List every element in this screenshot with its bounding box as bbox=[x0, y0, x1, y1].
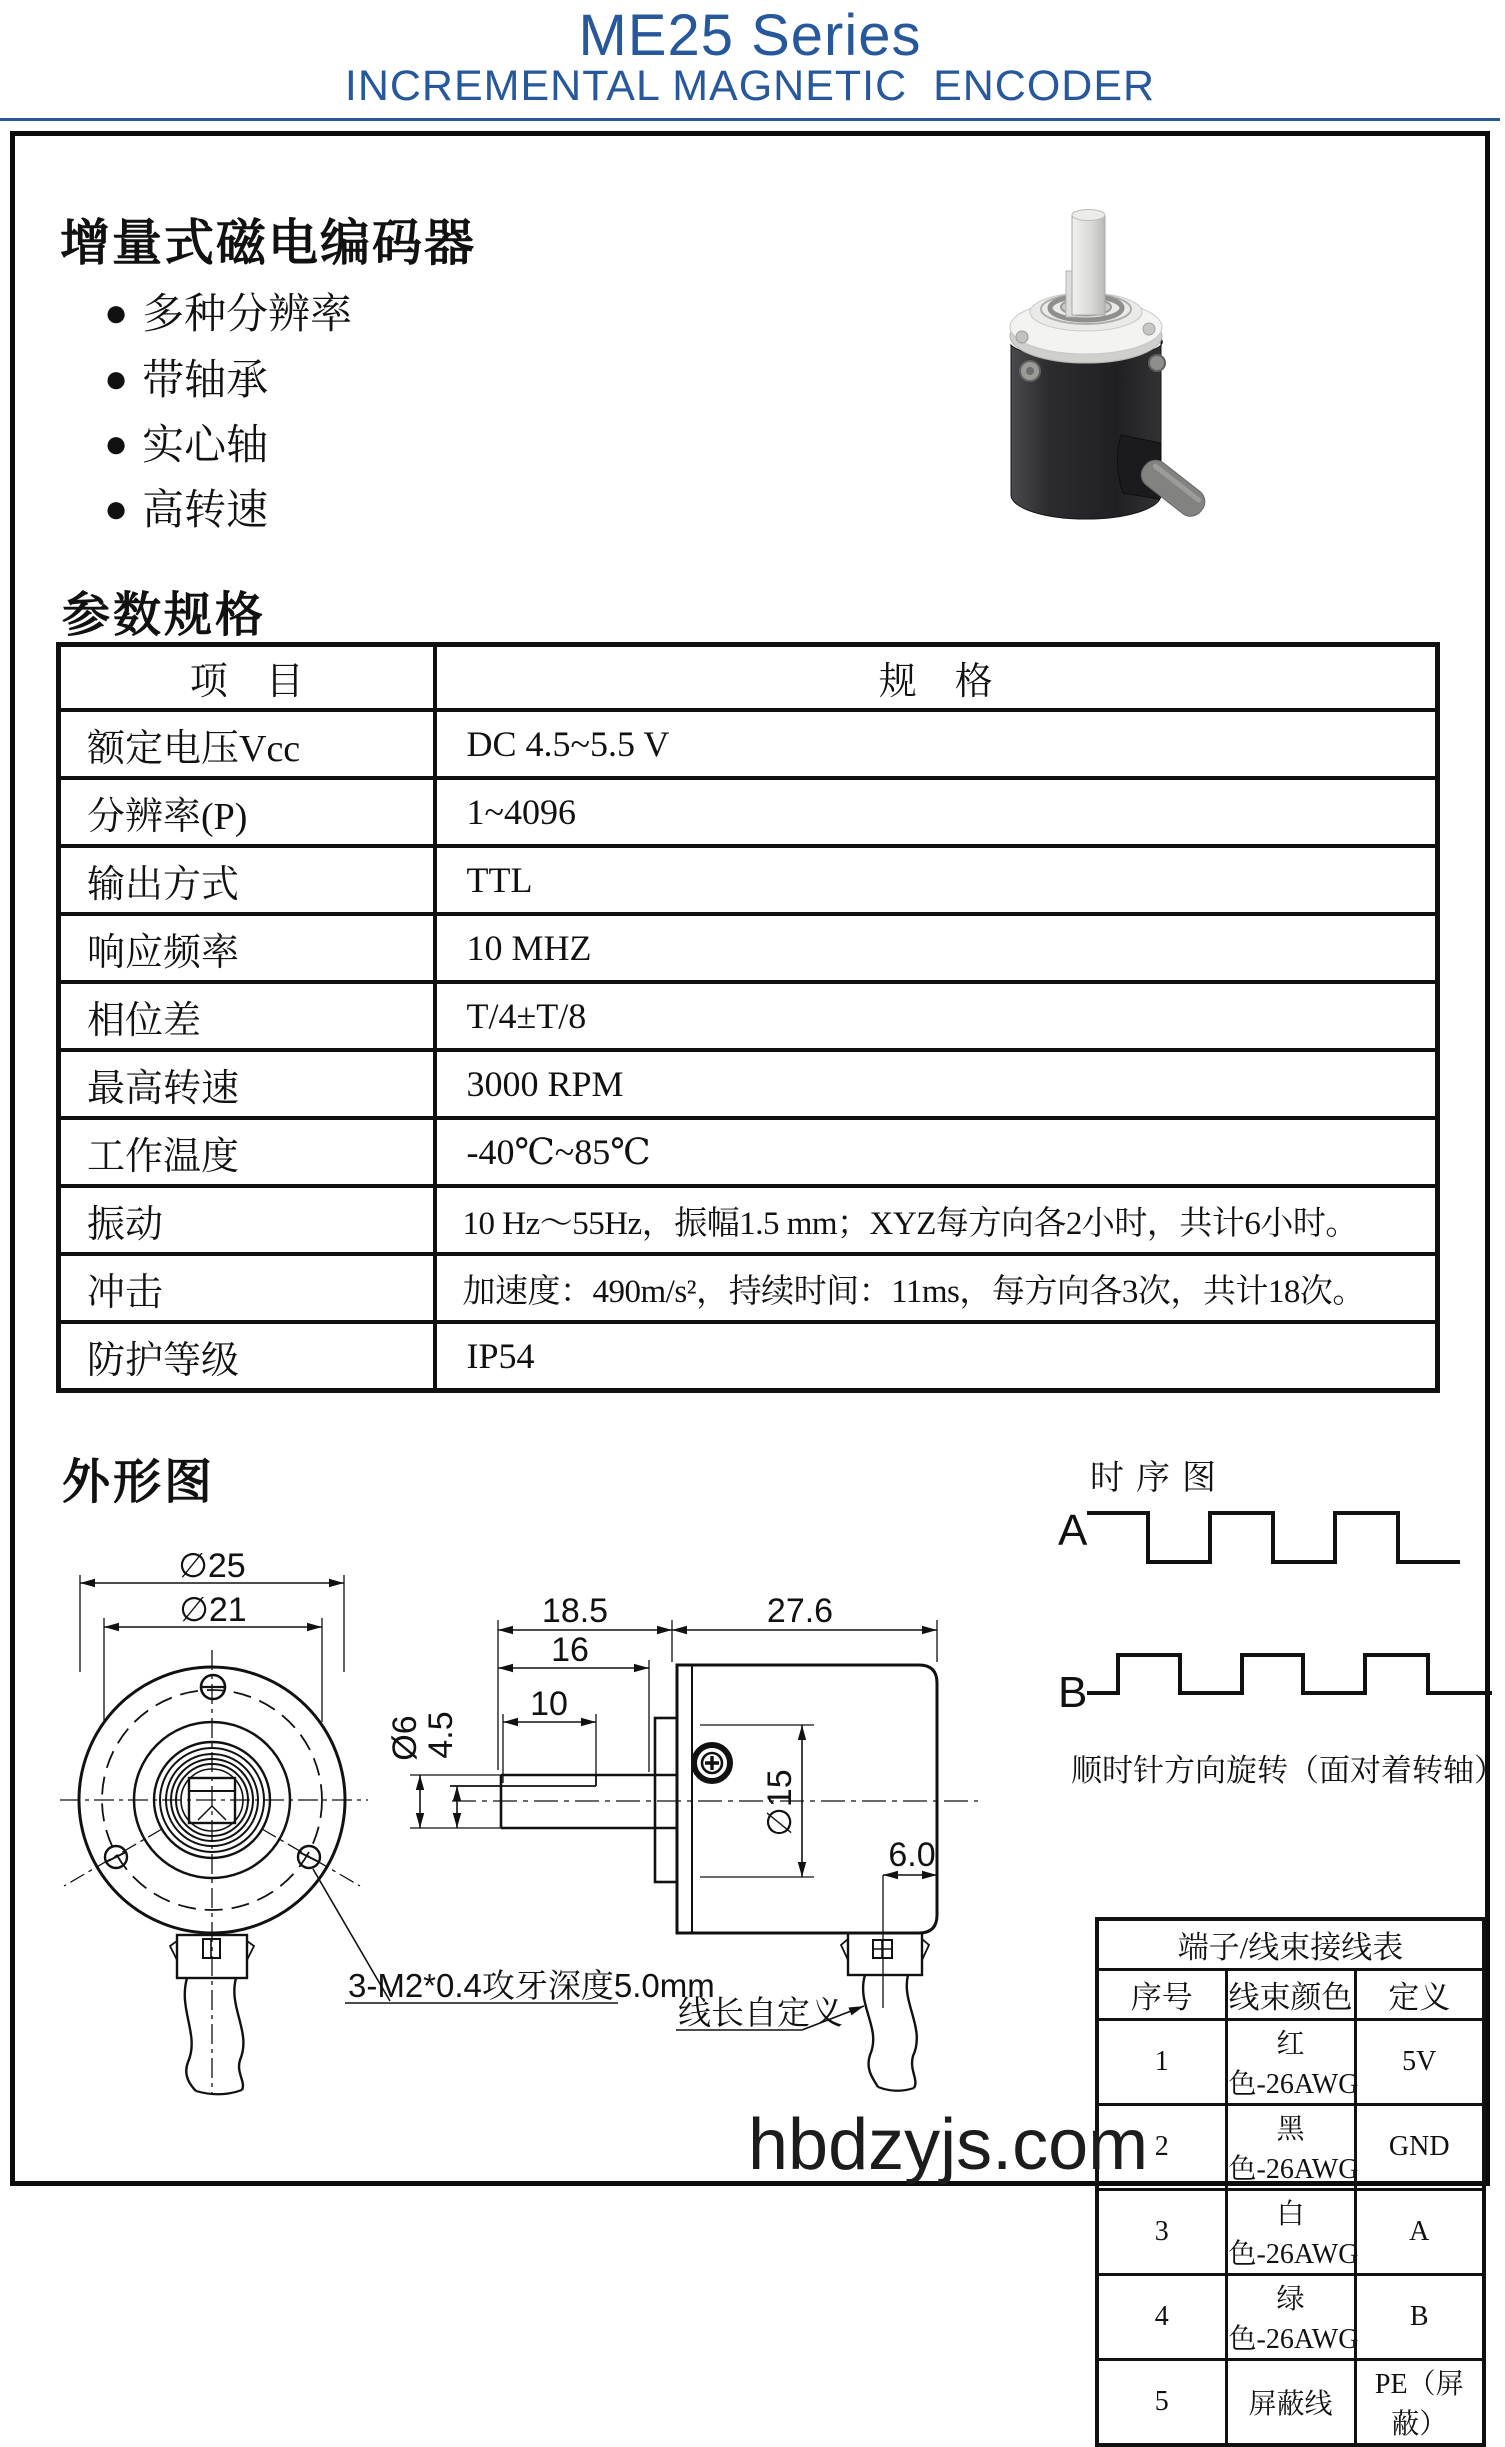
spec-item: 冲击 bbox=[59, 1254, 435, 1322]
spec-item: 最高转速 bbox=[59, 1050, 435, 1118]
dim-label: ∅25 bbox=[178, 1547, 246, 1585]
spec-item: 响应频率 bbox=[59, 914, 435, 982]
wire-color: 红色-26AWG bbox=[1226, 2020, 1355, 2105]
spec-row bbox=[59, 914, 1438, 982]
outline-heading: 外形图 bbox=[62, 1456, 216, 1509]
spec-col-spec: 规 格 bbox=[435, 645, 1438, 711]
wiring-col-color: 线束颜色 bbox=[1226, 1970, 1355, 2020]
wire-no: 5 bbox=[1097, 2360, 1226, 2446]
spec-value: DC 4.5~5.5 V bbox=[435, 710, 1438, 778]
encoder-body bbox=[1010, 210, 1210, 522]
spec-row bbox=[59, 1254, 1438, 1322]
feature-label: 高转速 bbox=[142, 486, 269, 533]
header-divider bbox=[0, 118, 1500, 121]
spec-item: 防护等级 bbox=[59, 1322, 435, 1391]
site-watermark: hbdzyjs.com bbox=[748, 2105, 1149, 2185]
spec-row bbox=[59, 1050, 1438, 1118]
wire-color: 白色-26AWG bbox=[1226, 2190, 1355, 2275]
spec-value: 3000 RPM bbox=[435, 1050, 1438, 1118]
spec-row bbox=[59, 982, 1438, 1050]
spec-row bbox=[59, 710, 1438, 778]
wiring-row bbox=[1097, 2105, 1484, 2190]
page-title: ME25 Series bbox=[578, 3, 922, 68]
wire-color: 绿色-26AWG bbox=[1226, 2275, 1355, 2360]
dim-label: ∅15 bbox=[761, 1769, 799, 1837]
tap-note: 3-M2*0.4攻牙深度5.0mm bbox=[348, 1967, 715, 2004]
feature-item bbox=[104, 281, 352, 341]
spec-value: 加速度：490m/s²，持续时间：11ms，每方向各3次，共计18次。 bbox=[435, 1254, 1438, 1322]
timing-caption: 顺时针方向旋转（面对着转轴） bbox=[1071, 1753, 1505, 1788]
spec-row bbox=[59, 1118, 1438, 1186]
dim-label: 10 bbox=[530, 1685, 568, 1723]
spec-row bbox=[59, 778, 1438, 846]
wire-def: GND bbox=[1355, 2105, 1484, 2190]
product-photo bbox=[945, 175, 1195, 565]
spec-value: 1~4096 bbox=[435, 778, 1438, 846]
spec-row bbox=[59, 1322, 1438, 1391]
feature-label: 带轴承 bbox=[142, 356, 269, 403]
spec-row bbox=[59, 846, 1438, 914]
bullet-icon: ● bbox=[104, 291, 129, 335]
wiring-row bbox=[1097, 2190, 1484, 2275]
channel-a-label: A bbox=[1058, 1506, 1088, 1555]
feature-label: 实心轴 bbox=[142, 421, 269, 468]
wiring-col-def: 定义 bbox=[1355, 1970, 1484, 2020]
spec-value: 10 Hz～55Hz，振幅1.5 mm；XYZ每方向各2小时，共计6小时。 bbox=[435, 1186, 1438, 1254]
wiring-header-row bbox=[1097, 1970, 1484, 2020]
dim-label: 18.5 bbox=[541, 1592, 609, 1630]
feature-label: 多种分辨率 bbox=[142, 290, 353, 337]
feature-item bbox=[104, 347, 268, 407]
timing-diagram bbox=[1050, 1495, 1500, 1717]
wire-def: A bbox=[1355, 2190, 1484, 2275]
wiring-row bbox=[1097, 2360, 1484, 2446]
product-heading: 增量式磁电编码器 bbox=[60, 215, 476, 271]
outline-drawing bbox=[40, 1545, 1000, 2105]
spec-value: TTL bbox=[435, 846, 1438, 914]
wire-color: 屏蔽线 bbox=[1226, 2360, 1355, 2446]
spec-header-row bbox=[59, 645, 1438, 711]
wire-color: 黑色-26AWG bbox=[1226, 2105, 1355, 2190]
dim-label: Ø6 bbox=[386, 1715, 424, 1761]
wiring-title: 端子/线束接线表 bbox=[1097, 1919, 1484, 1970]
wiring-title-row bbox=[1097, 1919, 1484, 1970]
wiring-row bbox=[1097, 2020, 1484, 2105]
feature-item bbox=[104, 412, 268, 472]
wire-no: 2 bbox=[1097, 2105, 1226, 2190]
wire-def: B bbox=[1355, 2275, 1484, 2360]
waveform-a bbox=[1087, 1513, 1460, 1562]
wiring-col-no: 序号 bbox=[1097, 1970, 1226, 2020]
dim-label: 27.6 bbox=[766, 1592, 834, 1630]
dim-label: 6.0 bbox=[888, 1836, 936, 1874]
wire-def: 5V bbox=[1355, 2020, 1484, 2105]
spec-item: 工作温度 bbox=[59, 1118, 435, 1186]
dim-label: 4.5 bbox=[422, 1711, 460, 1759]
spec-item: 分辨率(P) bbox=[59, 778, 435, 846]
dim-label: ∅21 bbox=[179, 1591, 247, 1629]
timing-heading: 时序图 bbox=[1090, 1460, 1228, 1497]
wire-def: PE（屏蔽） bbox=[1355, 2360, 1484, 2446]
dim-label: 16 bbox=[551, 1631, 589, 1669]
spec-item: 额定电压Vcc bbox=[59, 710, 435, 778]
spec-item: 输出方式 bbox=[59, 846, 435, 914]
spec-item: 相位差 bbox=[59, 982, 435, 1050]
spec-value: -40℃~85℃ bbox=[435, 1118, 1438, 1186]
cable-note: 线长自定义 bbox=[678, 1994, 843, 2031]
spec-col-item: 项 目 bbox=[59, 645, 435, 711]
bullet-icon: ● bbox=[104, 487, 129, 531]
bullet-icon: ● bbox=[104, 357, 129, 401]
wire-no: 4 bbox=[1097, 2275, 1226, 2360]
spec-value: T/4±T/8 bbox=[435, 982, 1438, 1050]
spec-row bbox=[59, 1186, 1438, 1254]
specs-heading: 参数规格 bbox=[62, 589, 267, 642]
page-subtitle: INCREMENTAL MAGNETIC ENCODER bbox=[344, 62, 1156, 110]
wire-no: 3 bbox=[1097, 2190, 1226, 2275]
spec-value: IP54 bbox=[435, 1322, 1438, 1391]
bullet-icon: ● bbox=[104, 422, 129, 466]
spec-item: 振动 bbox=[59, 1186, 435, 1254]
dimension-labels bbox=[178, 1547, 935, 2031]
channel-b-label: B bbox=[1058, 1668, 1088, 1717]
spec-table bbox=[56, 642, 1440, 1393]
spec-value: 10 MHZ bbox=[435, 914, 1438, 982]
wiring-table bbox=[1095, 1917, 1486, 2447]
wiring-row bbox=[1097, 2275, 1484, 2360]
waveform-b bbox=[1087, 1655, 1492, 1693]
wire-no: 1 bbox=[1097, 2020, 1226, 2105]
feature-item bbox=[104, 477, 268, 537]
front-view bbox=[60, 1575, 618, 2094]
